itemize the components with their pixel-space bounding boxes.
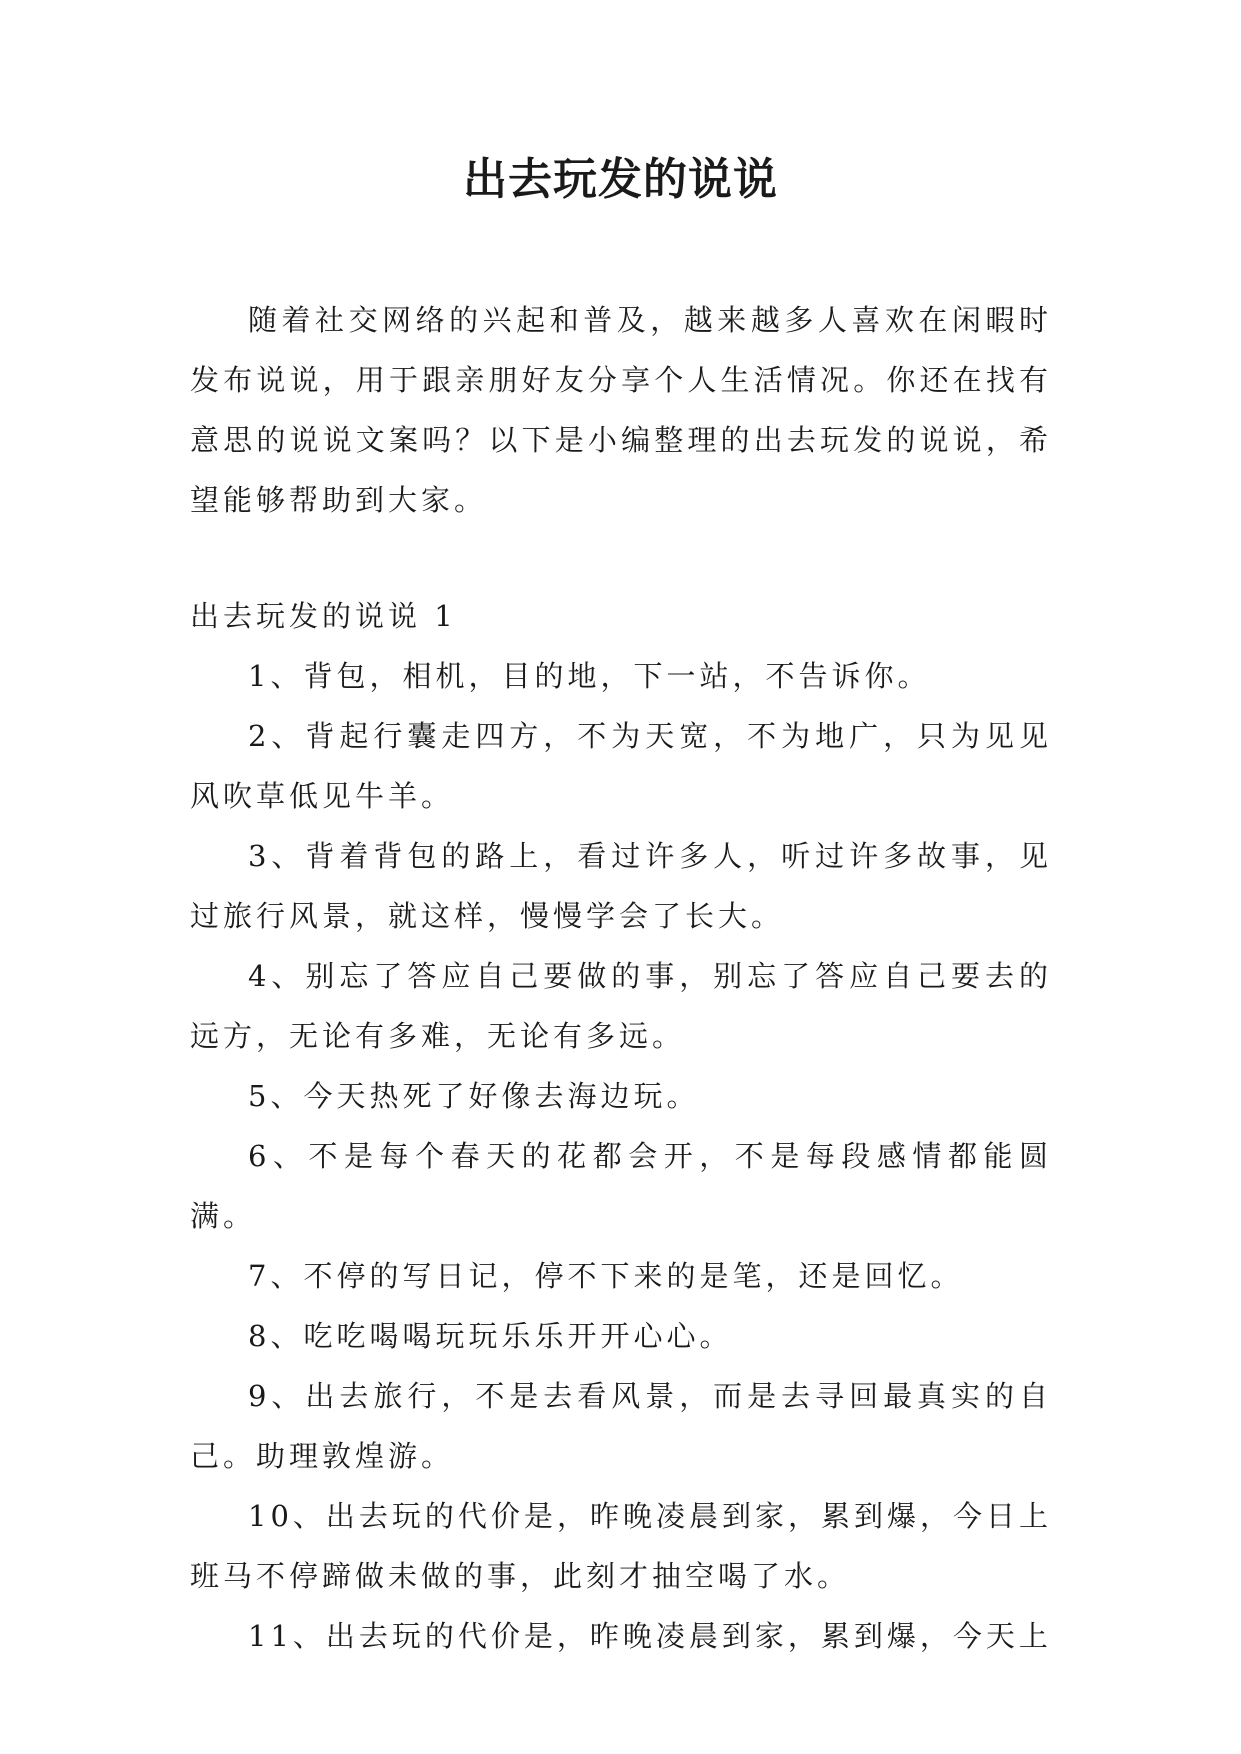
list-item: 2、背起行囊走四方，不为天宽，不为地广，只为见见风吹草低见牛羊。 bbox=[190, 719, 1052, 813]
intro-paragraph: 随着社交网络的兴起和普及，越来越多人喜欢在闲暇时发布说说，用于跟亲朋好友分享个人生活情况。你还在找有意思的说说文案吗？以下是小编整理的出去玩发的说说，希望能够帮助到大家。 bbox=[190, 303, 1052, 517]
list-item: 11、出去玩的代价是，昨晚凌晨到家，累到爆，今天上 bbox=[248, 1619, 1052, 1653]
list-item: 3、背着背包的路上，看过许多人，听过许多故事，见过旅行风景，就这样，慢慢学会了长大。 bbox=[190, 839, 1052, 933]
list-item: 8、吃吃喝喝玩玩乐乐开开心心。 bbox=[248, 1319, 733, 1353]
page-title: 出去玩发的说说 bbox=[463, 154, 778, 205]
list-item: 5、今天热死了好像去海边玩。 bbox=[248, 1079, 700, 1113]
list-item: 10、出去玩的代价是，昨晚凌晨到家，累到爆，今日上班马不停蹄做未做的事，此刻才抽空喝了水。 bbox=[190, 1499, 1052, 1593]
section-heading: 出去玩发的说说 1 bbox=[190, 599, 457, 633]
list-item: 6、不是每个春天的花都会开，不是每段感情都能圆满。 bbox=[190, 1139, 1052, 1233]
list-item: 4、别忘了答应自己要做的事，别忘了答应自己要去的远方，无论有多难，无论有多远。 bbox=[190, 959, 1052, 1053]
list-item: 7、不停的写日记，停不下来的是笔，还是回忆。 bbox=[248, 1259, 964, 1293]
list-item: 1、背包，相机，目的地，下一站，不告诉你。 bbox=[248, 659, 931, 693]
list-item: 9、出去旅行，不是去看风景，而是去寻回最真实的自己。助理敦煌游。 bbox=[190, 1379, 1052, 1473]
document-body bbox=[190, 290, 1052, 1666]
